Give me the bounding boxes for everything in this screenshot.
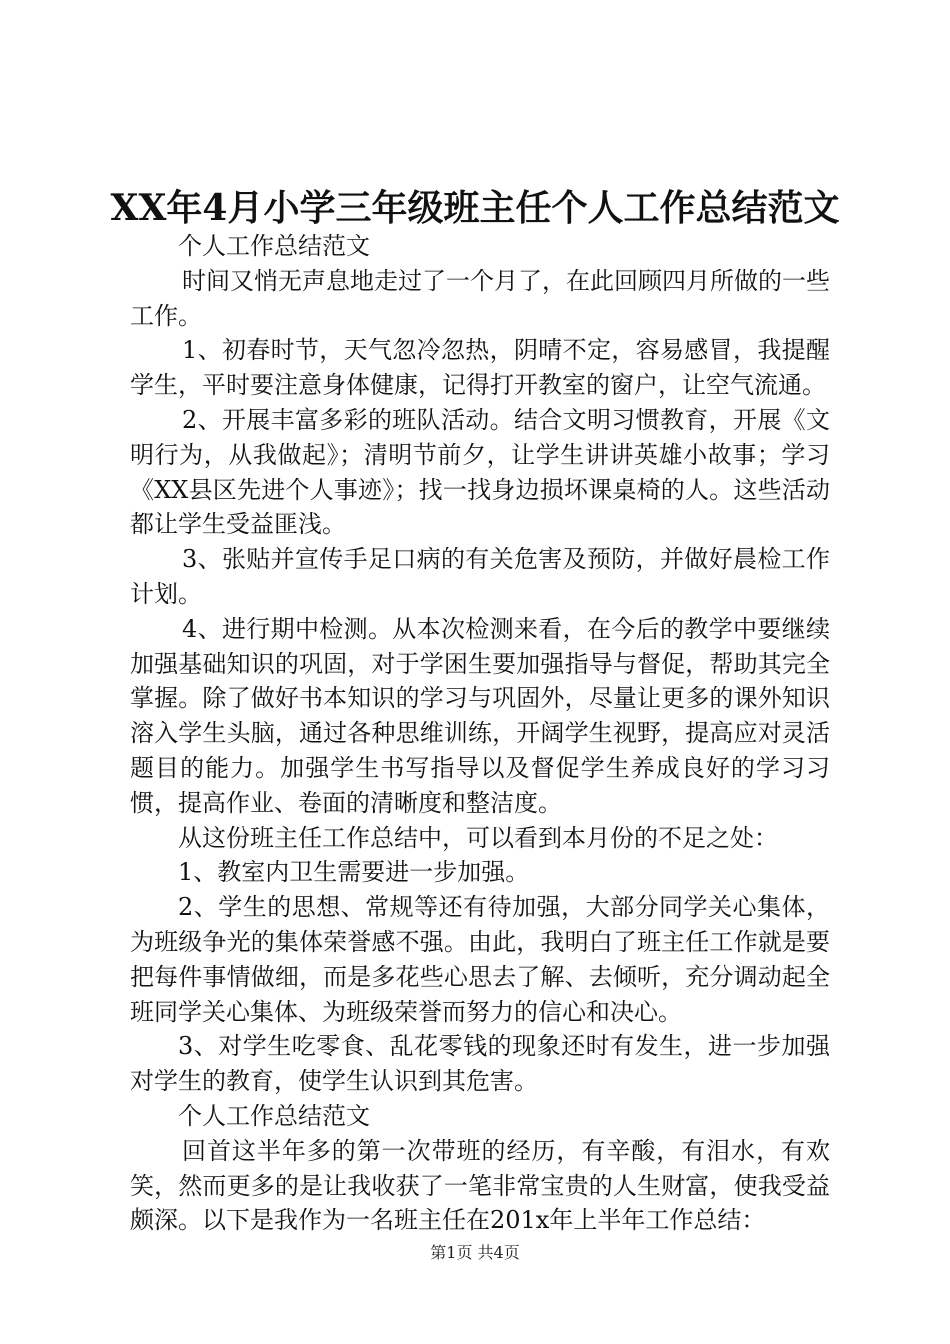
paragraph: 时间又悄无声息地走过了一个月了，在此回顾四月所做的一些工作。 bbox=[130, 266, 830, 330]
paragraph: 3、对学生吃零食、乱花零钱的现象还时有发生，进一步加强对学生的教育，使学生认识到其危害。 bbox=[130, 1032, 830, 1096]
paragraph: 1、初春时节，天气忽冷忽热，阴晴不定，容易感冒，我提醒学生，平时要注意身体健康，记得打开教室的窗户，让空气流通。 bbox=[130, 336, 830, 400]
document-body bbox=[130, 229, 830, 1238]
page-footer: 第1页 共4页 bbox=[430, 1243, 520, 1262]
section-heading: 个人工作总结范文 bbox=[178, 232, 370, 260]
paragraph: 2、学生的思想、常规等还有待加强，大部分同学关心集体，为班级争光的集体荣誉感不强。由此，我明白了班主任工作就是要把每件事情做细，而是多花些心思去了解、去倾听，充分调动起全班同学关心集体、为班级荣誉而努力的信心和决心。 bbox=[130, 893, 830, 1026]
paragraph: 2、开展丰富多彩的班队活动。结合文明习惯教育，开展《文明行为，从我做起》；清明节前夕，让学生讲讲英雄小故事；学习《XX县区先进个人事迹》；找一找身边损坏课桌椅的人。这些活动都让学生受益匪浅。 bbox=[130, 405, 830, 539]
paragraph: 4、进行期中检测。从本次检测来看，在今后的教学中要继续加强基础知识的巩固，对于学困生要加强指导与督促，帮助其完全掌握。除了做好书本知识的学习与巩固外，尽量让更多的课外知识溶入学生头脑，通过各种思维训练，开阔学生视野，提高应对灵活题目的能力。加强学生书写指导以及督促学生养成良好的学习习惯，提高作业、卷面的清晰度和整洁度。 bbox=[130, 614, 830, 817]
paragraph: 回首这半年多的第一次带班的经历，有辛酸，有泪水，有欢笑，然而更多的是让我收获了一笔非常宝贵的人生财富，使我受益颇深。以下是我作为一名班主任在201x年上半年工作总结： bbox=[130, 1136, 830, 1235]
paragraph: 从这份班主任工作总结中，可以看到本月份的不足之处： bbox=[178, 823, 778, 852]
section-heading: 个人工作总结范文 bbox=[178, 1101, 370, 1130]
paragraph: 3、张贴并宣传手足口病的有关危害及预防，并做好晨检工作计划。 bbox=[130, 545, 830, 608]
paragraph: 1、教室内卫生需要进一步加强。 bbox=[178, 858, 530, 887]
document-title: XX年4月小学三年级班主任个人工作总结范文 bbox=[110, 187, 840, 229]
